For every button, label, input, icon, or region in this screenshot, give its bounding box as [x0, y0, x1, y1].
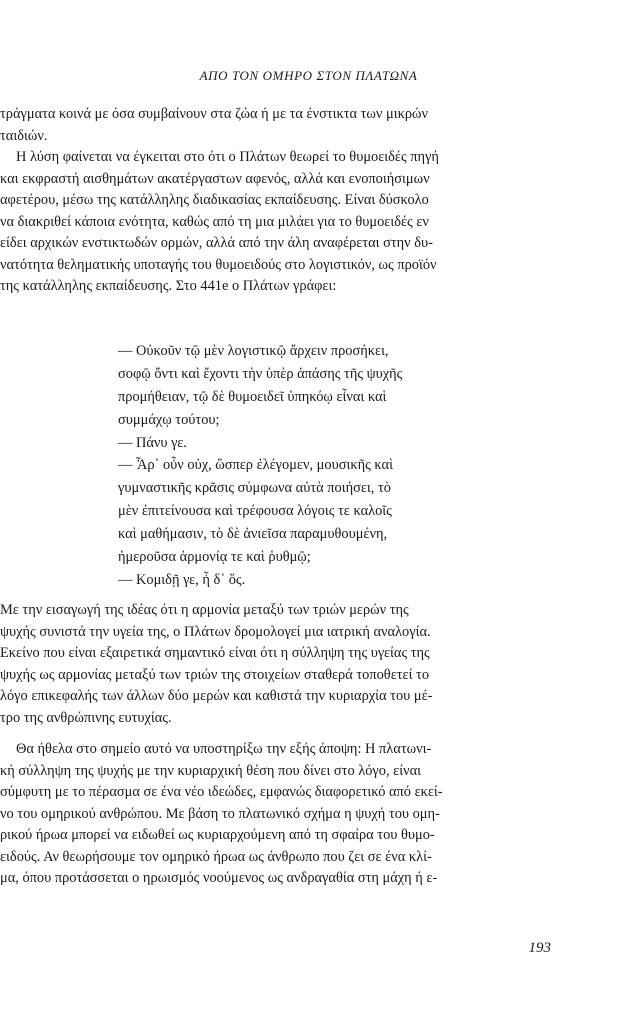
- text-line: Με την εισαγωγή της ιδέας ότι η αρμονία μεταξύ των τριών μερών της: [0, 602, 409, 618]
- text-line: αφετέρου, μέσω της κατάλληλης διαδικασίας εκπαίδευσης. Είναι δύσκολο: [0, 192, 429, 208]
- text-line: ρικού ήρωα μπορεί να ειδωθεί ως κυριαρχούμενη από τη σφαίρα του θυμο-: [0, 827, 435, 843]
- text-line: Εκείνο που είναι εξαιρετικά σημαντικό είναι ότι η σύλληψη της υγείας της: [0, 645, 430, 661]
- text-line: νο του ομηρικού ανθρώπου. Με βάση το πλατωνικό σχήμα η ψυχή του ομη-: [0, 805, 440, 822]
- text-line: σύμφυτη με το πέρασμα σε ένα νέο ιδεώδες, εμφανώς διαφορετικό από εκεί-: [0, 784, 443, 800]
- quote-line: — Οὐκοῦν τῷ μὲν λογιστικῷ ἄρχειν προσήκει,: [118, 343, 389, 359]
- paragraph-block-3: [0, 739, 617, 890]
- quote-line: — Ἆρ᾽ οὖν οὐχ, ὥσπερ ἐλέγομεν, μουσικῆς καὶ: [118, 457, 393, 474]
- text-line: της κατάλληλης εκπαίδευσης. Στο 441e ο Πλάτων γράφει:: [0, 278, 337, 294]
- paragraph-block-1: [0, 104, 617, 298]
- quote-line: προμήθειαν, τῷ δὲ θυμοειδεῖ ὑπηκόῳ εἶναι καὶ: [118, 388, 387, 405]
- text-line: ψυχής συνιστά την υγεία της, ο Πλάτων δρομολογεί μια ιατρική αναλογία.: [0, 623, 431, 640]
- text-line: λόγο επικεφαλής των άλλων δύο μερών και καθιστά την κυριαρχία του μέ-: [0, 688, 433, 704]
- text-line: ταιδιών.: [0, 127, 48, 144]
- quote-line: μὲν ἐπιτείνουσα καὶ τρέφουσα λόγοις τε καλοῖς: [118, 503, 392, 520]
- quote-line: συμμάχῳ τούτου;: [118, 411, 220, 428]
- quote-line: — Πάνυ γε.: [118, 434, 187, 451]
- text-line: μα, όπου προτάσσεται ο ηρωισμός νοούμενος ως ανδραγαθία στη μάχη ή ε-: [0, 870, 438, 886]
- quote-line: ἡμεροῦσα ἁρμονίᾳ τε καὶ ῥυθμῷ;: [118, 549, 311, 566]
- quote-line: καὶ μαθήμασιν, τὸ δὲ ἀνιεῖσα παραμυθουμένη,: [118, 526, 388, 543]
- text-line: Η λύση φαίνεται να έγκειται στο ότι ο Πλάτων θεωρεί το θυμοειδές πηγή: [16, 149, 439, 165]
- page-number: 193: [528, 940, 551, 956]
- text-line: τράγματα κοινά με όσα συμβαίνουν στα ζώα ή με τα ένστικτα των μικρών: [0, 106, 429, 122]
- quote-line: — Κομιδῇ γε, ἦ δ᾽ ὅς.: [118, 571, 246, 588]
- running-head: ΑΠΟ ΤΟΝ ΟΜΗΡΟ ΣΤΟΝ ΠΛΑΤΩΝΑ: [199, 68, 418, 83]
- block-quote: [0, 340, 617, 592]
- text-line: νατότητα θεληματικής υποταγής του θυμοειδούς στο λογιστικόν, ως προϊόν: [0, 256, 437, 273]
- text-line: Θα ήθελα στο σημείο αυτό να υποστηρίξω την εξής άποψη: Η πλατωνι-: [16, 741, 432, 757]
- quote-line: γυμναστικῆς κρᾶσις σύμφωνα αὐτὰ ποιήσει, τὸ: [118, 480, 391, 497]
- quote-line: σοφῷ ὄντι καὶ ἔχοντι τὴν ὑπὲρ ἁπάσης τῆς ψυχῆς: [118, 365, 403, 382]
- paragraph-block-2: [0, 600, 617, 729]
- text-line: και εκφραστή αισθημάτων ακατέργαστων αφενός, αλλά και ενοποιήσιμων: [0, 170, 430, 187]
- text-line: είδει αρχικών ενστικτωδών ορμών, αλλά από την άλη αναφέρεται στην δυ-: [0, 235, 433, 251]
- text-line: ειδούς. Αν θεωρήσουμε τον ομηρικό ήρωα ως άνθρωπο που ζει σε ένα κλί-: [0, 848, 432, 865]
- text-line: τρο της ανθρώπινης ευτυχίας.: [0, 709, 172, 726]
- text-line: να διακριθεί κάποια ενότητα, καθώς από τη μια μιλάει για το θυμοειδές εν: [0, 213, 429, 230]
- text-line: κή σύλληψη της ψυχής με την κυριαρχική θέση που δίνει στο λόγο, είναι: [0, 762, 422, 779]
- text-line: ψυχής ως αρμονίας μεταξύ των τριών της στοιχείων σταθερά τοποθετεί το: [0, 666, 430, 683]
